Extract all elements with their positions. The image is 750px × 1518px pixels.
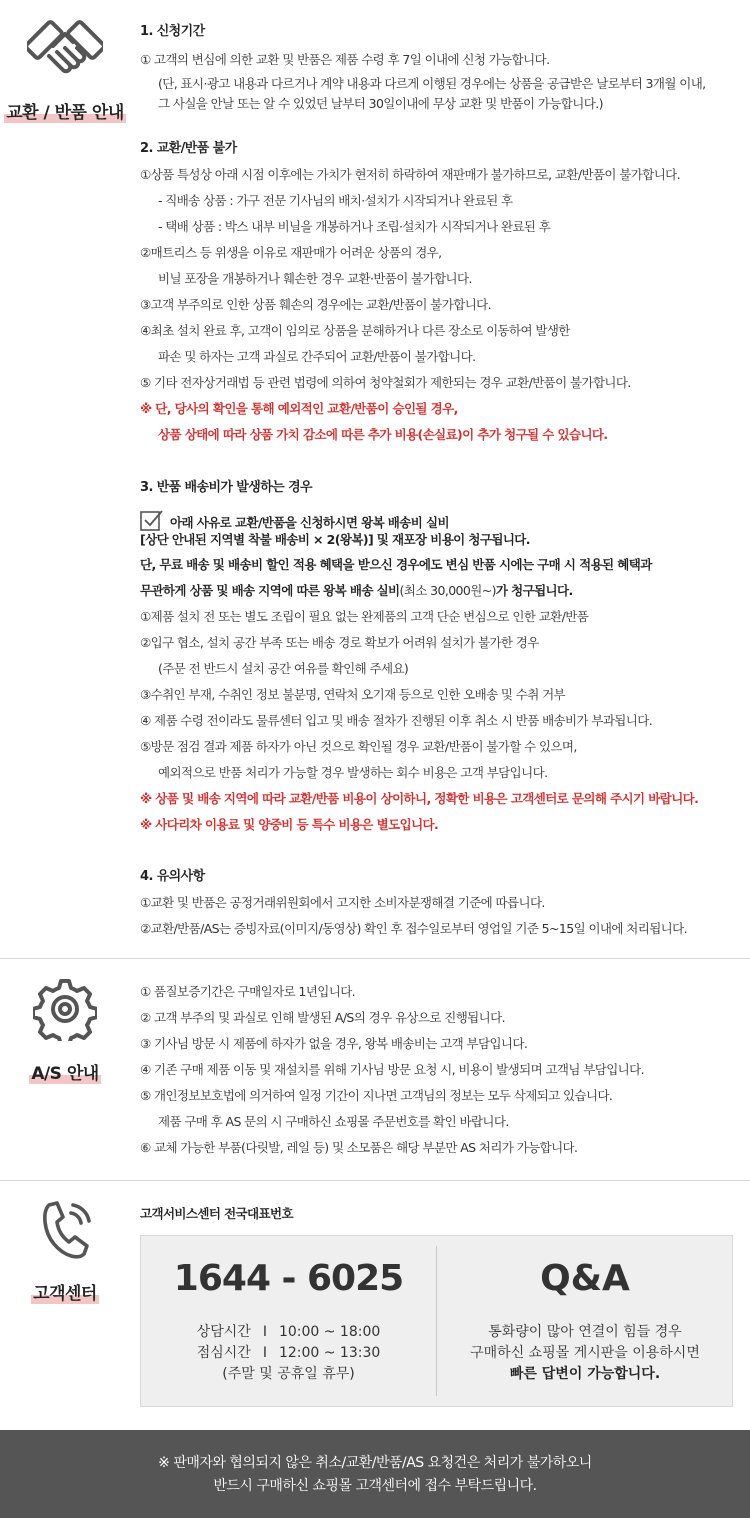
s1-line: ① 고객의 변심에 의한 교환 및 반품은 제품 수령 후 7일 이내에 신청 가능합니다.	[140, 52, 550, 67]
checkbox-icon	[140, 509, 164, 531]
s3-line: (주문 전 반드시 설치 공간 여유를 확인해 주세요)	[158, 661, 409, 676]
s1-line: 그 사실을 안날 또는 알 수 있었던 날부터 30일이내에 무상 교환 및 반품이 가능합니다.)	[158, 96, 603, 111]
s3-bold-line: [상단 안내된 지역별 착불 배송비 × 2(왕복)] 및 재포장 비용이 청구됩니다.	[140, 532, 530, 547]
s2-line: - 택배 상품 : 박스 내부 비닐을 개봉하거나 조립·설치가 시작되거나 완료된 후	[158, 219, 551, 234]
s3-line: ②입구 협소, 설치 공간 부족 또는 배송 경로 확보가 어려워 설치가 불가한 경우	[140, 635, 539, 650]
s2-line: ④최초 설치 완료 후, 고객이 임의로 상품을 분해하거나 다른 장소로 이동하여 발생한	[140, 323, 570, 338]
handshake-icon	[27, 14, 103, 84]
cs-phone-number: 1644 - 6025	[173, 1258, 404, 1299]
exchange-side	[0, 14, 130, 123]
cs-info-box	[140, 1235, 733, 1407]
cs-hours-time: 12:00 ~ 13:30	[278, 1345, 381, 1361]
as-line: 제품 구매 후 AS 문의 시 구매하신 쇼핑몰 주문번호를 확인 바랍니다.	[158, 1114, 509, 1129]
as-line: ⑤ 개인정보보호법에 의거하여 일정 기간이 지나면 고객님의 정보는 모두 삭제되고 있습니다.	[140, 1088, 613, 1103]
s3-line: ④ 제품 수령 전이라도 물류센터 입고 및 배송 절차가 진행된 이후 취소 시 반품 배송비가 부과됩니다.	[140, 713, 653, 728]
s3-mixed-line	[140, 583, 573, 599]
as-line: ③ 기사님 방문 시 제품에 하자가 없을 경우, 왕복 배송비는 고객 부담입니다.	[140, 1036, 528, 1051]
gear-icon	[33, 977, 97, 1041]
footer-line: ※ 판매자와 협의되지 않은 취소/교환/반품/AS 요청건은 처리가 불가하오니	[158, 1455, 592, 1471]
s3-line: 예외적으로 반품 처리가 가능할 경우 발생하는 회수 비용은 고객 부담입니다.	[158, 765, 548, 780]
s3-mixed-after: 가 청구됩니다.	[495, 583, 573, 598]
s3-notice: ※ 사다리차 이용료 및 양중비 등 특수 비용은 별도입니다.	[140, 817, 439, 832]
s4-line: ①교환 및 반품은 공정거래위원회에서 고지한 소비자분쟁해결 기준에 따릅니다.	[140, 895, 545, 910]
s3-bold-line: 단, 무료 배송 및 배송비 할인 적용 혜택을 받으신 경우에도 변심 반품 시에는 구매 시 적용된 혜택과	[140, 557, 652, 572]
cs-hours-time: 10:00 ~ 18:00	[278, 1324, 381, 1340]
s2-notice: 상품 상태에 따라 상품 가치 감소에 따른 추가 비용(손실료)이 추가 청구될 수 있습니다.	[158, 427, 608, 442]
s1-line: (단, 표시·광고 내용과 다르거나 계약 내용과 다르게 이행된 경우에는 상품을 공급받은 날로부터 3개월 이내,	[158, 76, 706, 91]
cs-hours-label: 점심시간	[196, 1345, 251, 1361]
cs-hours	[141, 1322, 436, 1385]
s2-line: ①상품 특성상 아래 시점 이후에는 가치가 현저히 하락하여 재판매가 불가하므로, 교환/반품이 불가합니다.	[140, 167, 681, 182]
cs-qa-note-line: 빠른 답변이 가능합니다.	[509, 1366, 661, 1382]
s1-title: 1. 신청기간	[140, 24, 205, 39]
cs-hours-row	[141, 1343, 436, 1364]
s3-line: ⑤방문 점검 결과 제품 하자가 아닌 것으로 확인될 경우 교환/반품이 불가할 수 있으며,	[140, 739, 577, 754]
s2-line: 파손 및 하자는 고객 과실로 간주되어 교환/반품이 불가합니다.	[158, 349, 476, 364]
cs-hours-label: 상담시간	[196, 1324, 251, 1340]
cs-side-label: 고객센터	[33, 1284, 97, 1304]
cs-holiday: (주말 및 공휴일 휴무)	[222, 1366, 355, 1382]
cs-hours-sep: I	[262, 1345, 267, 1361]
phone-icon	[35, 1199, 95, 1265]
cs-hours-sep: I	[262, 1324, 267, 1340]
s4-title: 4. 유의사항	[140, 869, 205, 884]
as-line: ① 품질보증기간은 구매일자로 1년입니다.	[140, 984, 356, 999]
as-side-label: A/S 안내	[31, 1064, 99, 1084]
s3-check-text: 아래 사유로 교환/반품을 신청하시면 왕복 배송비 실비	[170, 515, 449, 530]
s3-line: ③수취인 부재, 수취인 정보 불분명, 연락처 오기재 등으로 인한 오배송 및 수취 거부	[140, 687, 566, 702]
as-line: ④ 기존 구매 제품 이동 및 재설치를 위해 기사님 방문 요청 시, 비용이 발생되며 고객님 부담입니다.	[140, 1062, 645, 1077]
as-side	[0, 977, 130, 1084]
as-section	[0, 959, 750, 1180]
s2-line: - 직배송 상품 : 가구 전문 기사님의 배치·설치가 시작되거나 완료된 후	[158, 193, 513, 208]
s2-line: ②매트리스 등 위생을 이유로 재판매가 어려운 상품의 경우,	[140, 245, 442, 260]
exchange-side-label: 교환 / 반품 안내	[6, 103, 124, 123]
cs-qa-title: Q&A	[540, 1258, 630, 1299]
s3-line: ①제품 설치 전 또는 별도 조립이 필요 없는 완제품의 고객 단순 변심으로 인한 교환/반품	[140, 609, 589, 624]
s3-mixed-before: 무관하게 상품 및 배송 지역에 따른 왕복 배송 실비	[140, 583, 400, 598]
cs-qa-note-line: 구매하신 쇼핑몰 게시판을 이용하시면	[470, 1345, 700, 1361]
s2-line: ③고객 부주의로 인한 상품 훼손의 경우에는 교환/반품이 불가합니다.	[140, 297, 492, 312]
cs-hours-row	[141, 1322, 436, 1343]
footer-notice	[0, 1430, 750, 1518]
s2-title: 2. 교환/반품 불가	[140, 141, 237, 156]
as-line: ② 고객 부주의 및 과실로 인해 발생된 A/S의 경우 유상으로 진행됩니다.	[140, 1010, 505, 1025]
s3-title: 3. 반품 배송비가 발생하는 경우	[140, 480, 312, 495]
cs-side	[0, 1199, 130, 1304]
cs-title: 고객서비스센터 전국대표번호	[140, 1206, 293, 1221]
s3-check-line	[140, 505, 449, 531]
s4-line: ②교환/반품/AS는 증빙자료(이미지/동영상) 확인 후 접수일로부터 영업일 기준 5~15일 이내에 처리됩니다.	[140, 921, 687, 936]
cs-qa-note-line: 통화량이 많아 연결이 힘들 경우	[488, 1324, 682, 1340]
s2-notice: ※ 단, 당사의 확인을 통해 예외적인 교환/반품이 승인될 경우,	[140, 401, 458, 416]
s3-notice: ※ 상품 및 배송 지역에 따라 교환/반품 비용이 상이하니, 정확한 비용은 고객센터로 문의해 주시기 바랍니다.	[140, 791, 699, 806]
cs-qa-note	[437, 1322, 733, 1385]
footer-line: 반드시 구매하신 쇼핑몰 고객센터에 접수 부탁드립니다.	[213, 1478, 537, 1494]
s3-mixed-middle: (최소 30,000원~)	[399, 583, 496, 598]
s2-line: 비닐 포장을 개봉하거나 훼손한 경우 교환·반품이 불가합니다.	[158, 271, 472, 286]
s2-line: ⑤ 기타 전자상거래법 등 관련 법령에 의하여 청약철회가 제한되는 경우 교환/반품이 불가합니다.	[140, 375, 631, 390]
as-line: ⑥ 교체 가능한 부품(다릿발, 레일 등) 및 소모품은 해당 부분만 AS 처리가 가능합니다.	[140, 1140, 578, 1155]
